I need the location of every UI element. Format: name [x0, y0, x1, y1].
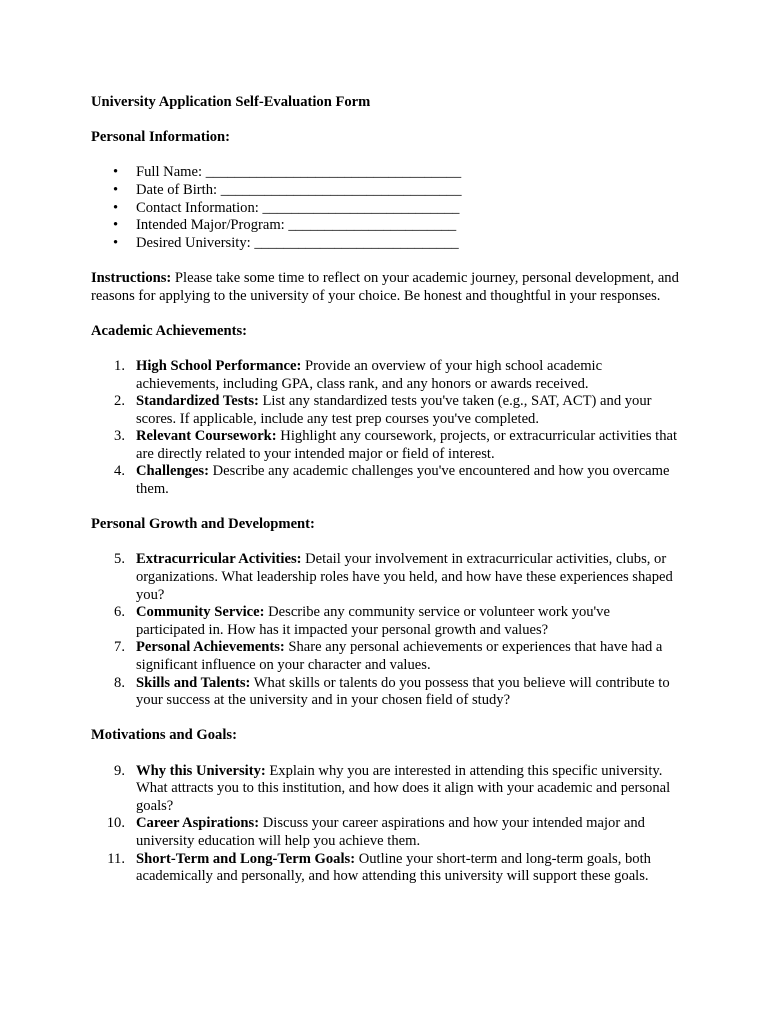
item-text: Provide an overview of your high school academic achievements, including GPA, class rank, and any honors or awards received.: [136, 357, 603, 392]
list-item: [91, 358, 681, 393]
field-date-of-birth: • Date of Birth: _________________________________: [91, 182, 681, 200]
item-label: Standardized Tests:: [136, 393, 259, 410]
document-content: [91, 94, 681, 886]
item-label: Relevant Coursework:: [136, 428, 277, 445]
personal-growth-list: [91, 551, 681, 709]
item-number: 4.: [114, 463, 125, 480]
field-full-name: • Full Name: ___________________________________: [91, 164, 681, 182]
item-number: 3.: [114, 428, 125, 445]
list-item: [91, 551, 681, 604]
list-item: [91, 851, 681, 886]
item-text: List any standardized tests you've taken (e.g., SAT, ACT) and your scores. If applicable, include any test prep courses you've completed.: [136, 393, 652, 427]
item-number: 10.: [106, 815, 125, 832]
list-item: [91, 675, 681, 710]
item-text: Describe any academic challenges you've encountered and how you overcame them.: [136, 463, 670, 498]
item-text: Outline your short-term and long-term goals, both academically and personally, and how attending this university will support these goals.: [136, 850, 651, 885]
motivations-list: [91, 763, 681, 886]
academic-list: [91, 358, 681, 499]
item-text: Highlight any coursework, projects, or extracurricular activities that are directly related to your intended major or field of interest.: [136, 428, 678, 462]
item-text: Discuss your career aspirations and how your intended major and university education will help you achieve them.: [136, 815, 645, 849]
item-number: 6.: [114, 604, 125, 621]
section-heading-academic: Academic Achievements:: [91, 322, 248, 339]
list-item: [91, 604, 681, 639]
list-item: [91, 428, 681, 463]
section-heading-personal-growth: Personal Growth and Development:: [91, 516, 315, 533]
item-text: Explain why you are interested in attending this specific university. What attracts you to this institution, and how does it align with your academic and personal goals?: [136, 762, 671, 814]
item-text: Detail your involvement in extracurricular activities, clubs, or organizations. What leadership roles have you held, and how have these experiences shaped you?: [136, 551, 673, 603]
item-label: Personal Achievements:: [136, 639, 285, 656]
personal-info-heading: Personal Information:: [91, 129, 231, 146]
list-item: [91, 639, 681, 674]
item-label: Why this University:: [136, 762, 266, 779]
field-intended-major: • Intended Major/Program: _______________________: [91, 217, 681, 235]
field-contact-information: • Contact Information: ___________________________: [91, 200, 681, 218]
item-text: Share any personal achievements or experiences that have had a significant influence on your character and values.: [136, 639, 663, 673]
item-label: High School Performance:: [136, 357, 302, 374]
instructions-text: Please take some time to reflect on your academic journey, personal development, and reasons for applying to the university of your choice. Be honest and thoughtful in your responses.: [91, 269, 679, 304]
item-label: Extracurricular Activities:: [136, 551, 302, 568]
item-number: 1.: [114, 357, 125, 374]
list-item: [91, 815, 681, 850]
item-number: 9.: [114, 762, 125, 779]
item-number: 2.: [114, 393, 125, 410]
item-number: 7.: [114, 639, 125, 656]
item-label: Short-Term and Long-Term Goals:: [136, 850, 356, 867]
item-text: What skills or talents do you possess that you believe will contribute to your success at the university and in your chosen field of study?: [136, 674, 670, 709]
section-heading-motivations: Motivations and Goals:: [91, 727, 237, 744]
personal-info-list: [91, 164, 681, 252]
list-item: [91, 463, 681, 498]
item-number: 8.: [114, 674, 125, 691]
item-label: Community Service:: [136, 604, 265, 621]
item-text: Describe any community service or volunteer work you've participated in. How has it impacted your personal growth and values?: [136, 604, 610, 638]
item-label: Skills and Talents:: [136, 674, 251, 691]
field-desired-university: • Desired University: ____________________________: [91, 235, 681, 253]
item-label: Challenges:: [136, 463, 209, 480]
list-item: [91, 763, 681, 816]
item-label: Career Aspirations:: [136, 815, 260, 832]
item-number: 11.: [107, 850, 125, 867]
instructions-paragraph: [91, 270, 681, 305]
list-item: [91, 393, 681, 428]
document-title: University Application Self-Evaluation Form: [91, 94, 371, 110]
instructions-label: Instructions:: [91, 269, 172, 286]
item-number: 5.: [114, 551, 125, 568]
